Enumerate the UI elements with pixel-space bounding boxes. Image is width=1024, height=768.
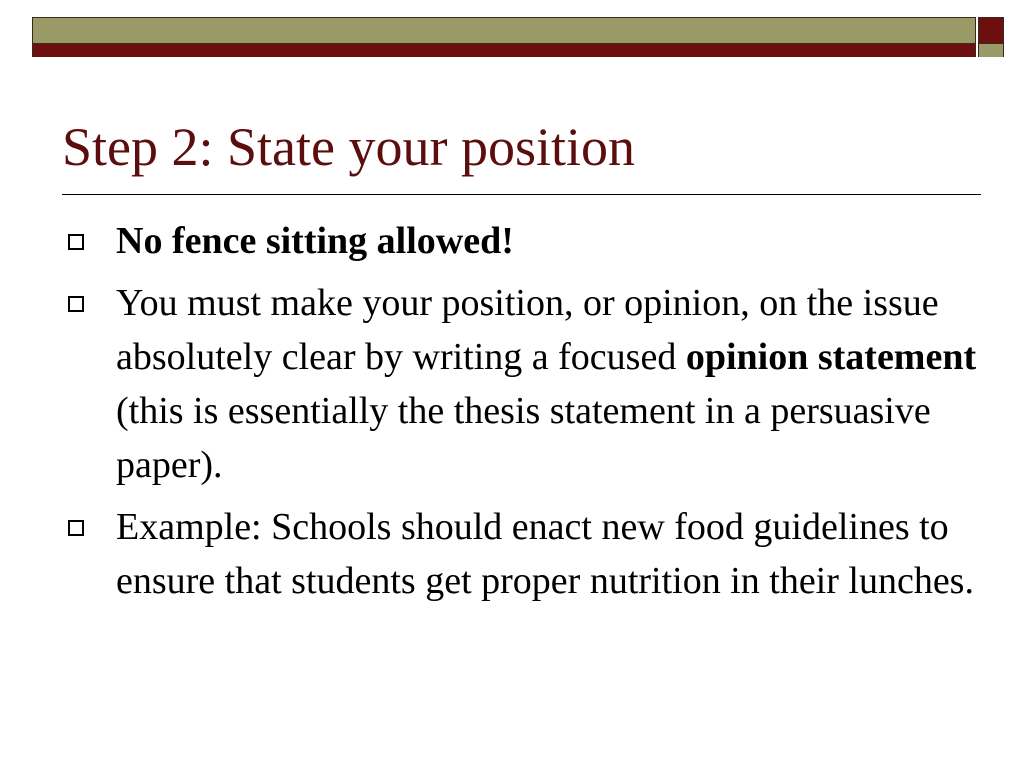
bullet-text-bold-opinion-statement: opinion statement bbox=[685, 336, 977, 378]
bullet-item-no-fence-sitting bbox=[62, 214, 982, 268]
bullet-text-continued: (this is essentially the thesis statement in a persuasive paper). bbox=[116, 390, 931, 486]
header-band-olive-stripe bbox=[33, 18, 975, 43]
hollow-square-bullet-icon bbox=[68, 234, 84, 250]
header-band-maroon-stripe bbox=[33, 43, 975, 57]
corner-olive-square bbox=[979, 43, 1003, 57]
bullet-item-position-clear bbox=[62, 276, 982, 492]
hollow-square-bullet-icon bbox=[68, 296, 84, 312]
bullet-text-bold: No fence sitting allowed! bbox=[116, 220, 514, 262]
header-corner-block bbox=[978, 17, 1004, 57]
title-underline-divider bbox=[62, 194, 981, 195]
corner-maroon-square bbox=[979, 18, 1003, 43]
bullet-list bbox=[62, 214, 982, 616]
hollow-square-bullet-icon bbox=[68, 520, 84, 536]
slide-title: Step 2: State your position bbox=[62, 117, 635, 177]
bullet-text: You must make your position, or opinion, on the issue absolutely clear by writing a focused bbox=[116, 282, 939, 378]
bullet-item-example bbox=[62, 500, 982, 608]
bullet-text-example: Example: Schools should enact new food guidelines to ensure that students get proper nutrition in their lunches. bbox=[116, 506, 974, 602]
header-band-decoration bbox=[32, 17, 976, 57]
